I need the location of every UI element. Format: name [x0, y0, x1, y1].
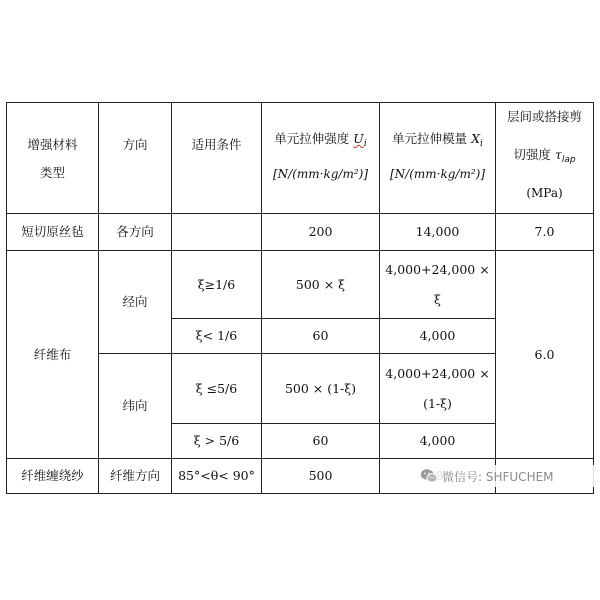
cell-strength: 60 — [262, 319, 380, 354]
cell-lap: 6.0 — [496, 251, 594, 459]
properties-table — [6, 102, 594, 494]
watermark-text: 微信号: SHFUCHEM — [442, 469, 554, 484]
header-lap-shear-strength: 层间或搭接剪 切强度 $\tau_{lap}$ (MPa) — [496, 103, 594, 214]
cell-direction: 经向 — [99, 251, 172, 354]
header-condition: 适用条件 — [172, 103, 262, 214]
cell-lap: 7.0 — [496, 214, 594, 251]
cell-condition: 85°<θ< 90° — [172, 459, 262, 494]
cell-direction: 各方向 — [99, 214, 172, 251]
cell-condition: ξ > 5/6 — [172, 424, 262, 459]
cell-condition: ξ≥1/6 — [172, 251, 262, 319]
cell-direction: 纬向 — [99, 354, 172, 459]
cell-modulus: 4,000+24,000 × ξ — [380, 251, 496, 319]
cell-modulus: 4,000 — [380, 319, 496, 354]
cell-strength: 60 — [262, 424, 380, 459]
cell-direction: 纤维方向 — [99, 459, 172, 494]
table-row — [7, 251, 594, 319]
cell-strength: 200 — [262, 214, 380, 251]
cell-type: 纤维布 — [7, 251, 99, 459]
cell-condition: ξ< 1/6 — [172, 319, 262, 354]
table-row — [7, 214, 594, 251]
cell-type: 短切原丝毡 — [7, 214, 99, 251]
header-row — [7, 103, 594, 214]
cell-condition — [172, 214, 262, 251]
cell-type: 纤维缠绕纱 — [7, 459, 99, 494]
header-material-type: 增强材料 类型 — [7, 103, 99, 214]
wechat-watermark — [420, 465, 595, 487]
header-tensile-strength: 单元拉伸强度 $U_i$ [N/(mm·kg/m²)] — [262, 103, 380, 214]
cell-strength: 500 × ξ — [262, 251, 380, 319]
cell-modulus: 4,000 — [380, 424, 496, 459]
wechat-icon — [420, 468, 438, 484]
cell-strength: 500 — [262, 459, 380, 494]
header-tensile-modulus: 单元拉伸模量 $X_i$ [N/(mm·kg/m²)] — [380, 103, 496, 214]
cell-modulus: 14,000 — [380, 214, 496, 251]
cell-condition: ξ ≤5/6 — [172, 354, 262, 424]
cell-modulus: 4,000+24,000 × (1-ξ) — [380, 354, 496, 424]
header-direction: 方向 — [99, 103, 172, 214]
cell-strength: 500 × (1-ξ) — [262, 354, 380, 424]
